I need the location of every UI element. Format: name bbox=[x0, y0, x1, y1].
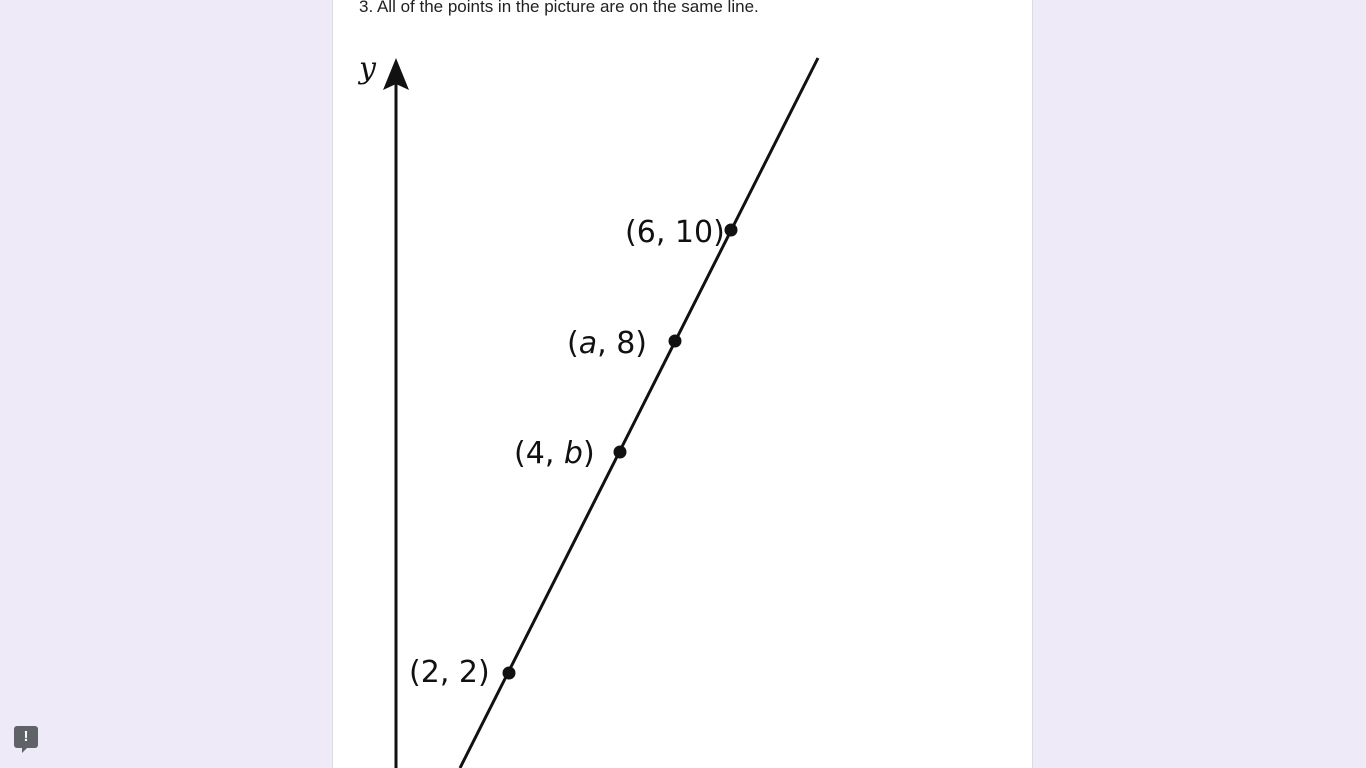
question-card bbox=[332, 0, 1033, 768]
report-symbol: ! bbox=[23, 728, 29, 745]
point-a-8 bbox=[669, 335, 682, 348]
report-icon[interactable] bbox=[14, 726, 38, 748]
point-2-2 bbox=[503, 667, 516, 680]
point-6-10 bbox=[725, 224, 738, 237]
question-text: 3. All of the points in the picture are on the same line. bbox=[359, 0, 759, 16]
point-label: (6, 10) bbox=[625, 215, 725, 250]
point-label: (2, 2) bbox=[409, 655, 490, 690]
point-4-b bbox=[614, 446, 627, 459]
line-figure bbox=[333, 0, 1034, 768]
line bbox=[460, 58, 818, 768]
point-label: (4, b) bbox=[514, 436, 595, 471]
point-label: (a, 8) bbox=[567, 326, 647, 361]
y-axis-label: y bbox=[359, 51, 376, 86]
